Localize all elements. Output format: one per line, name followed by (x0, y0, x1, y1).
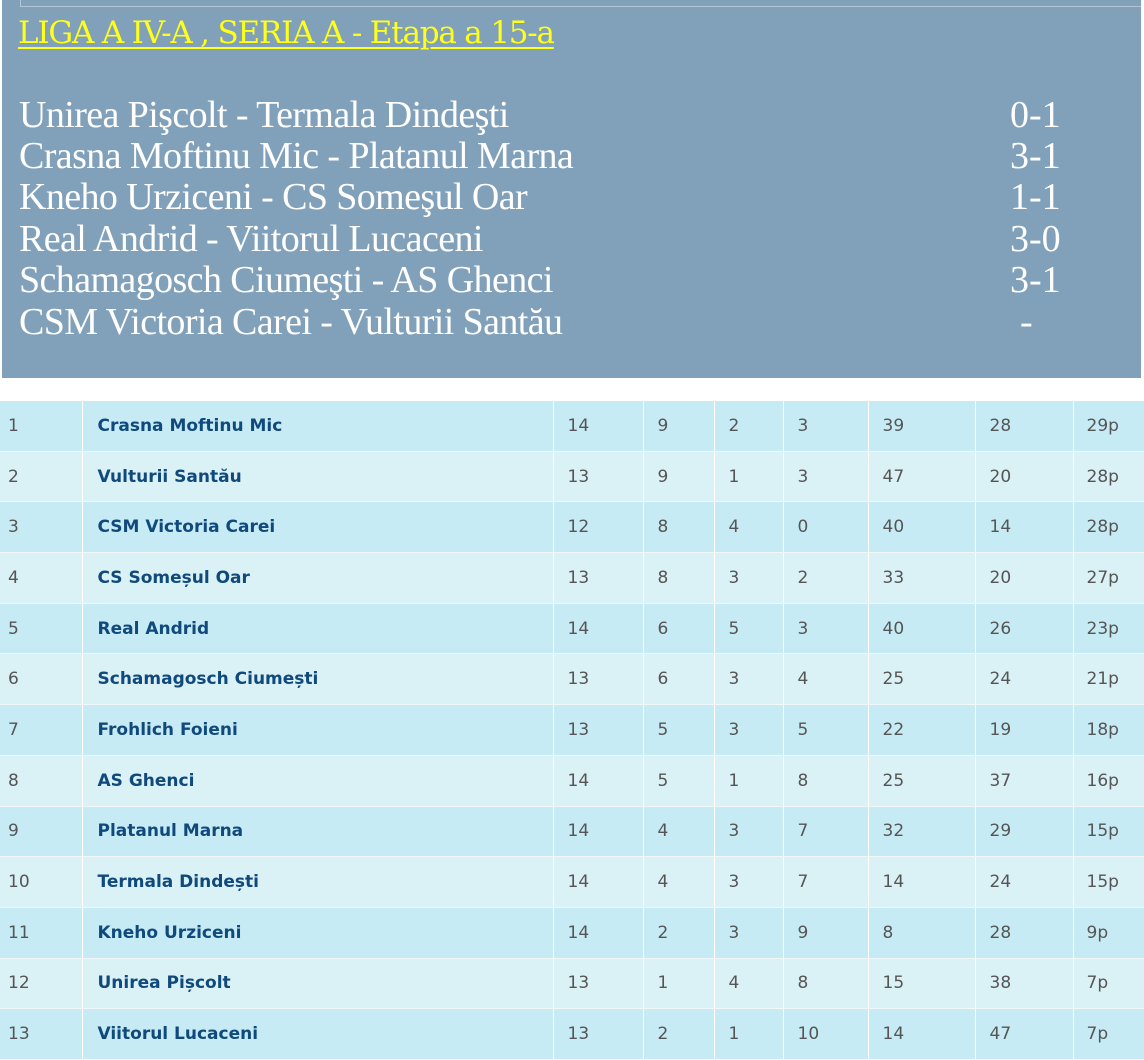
table-row (0, 603, 1144, 654)
won-cell: 5 (643, 755, 714, 806)
match-teams: Crasna Moftinu Mic - Platanul Marna (19, 135, 574, 177)
goals-for-cell: 33 (868, 553, 975, 604)
played-cell: 13 (553, 451, 643, 502)
position-cell: 13 (0, 1009, 82, 1060)
lost-cell: 7 (783, 806, 868, 857)
round-title: LIGA A IV-A , SERIA A - Etapa a 15-a (18, 15, 554, 51)
position-cell: 11 (0, 907, 82, 958)
match-score: - (1020, 301, 1033, 343)
played-cell: 12 (553, 502, 643, 553)
drawn-cell: 2 (714, 401, 783, 451)
goals-against-cell: 24 (975, 654, 1073, 705)
won-cell: 8 (643, 553, 714, 604)
table-row (0, 451, 1144, 502)
lost-cell: 3 (783, 451, 868, 502)
won-cell: 4 (643, 857, 714, 908)
goals-for-cell: 8 (868, 907, 975, 958)
position-cell: 7 (0, 705, 82, 756)
match-row (2, 219, 1141, 260)
drawn-cell: 3 (714, 553, 783, 604)
points-cell: 18p (1073, 705, 1144, 756)
table-row (0, 806, 1144, 857)
points-cell: 9p (1073, 907, 1144, 958)
won-cell: 2 (643, 907, 714, 958)
match-row (2, 260, 1141, 301)
position-cell: 4 (0, 553, 82, 604)
goals-against-cell: 14 (975, 502, 1073, 553)
goals-against-cell: 28 (975, 401, 1073, 451)
drawn-cell: 3 (714, 705, 783, 756)
played-cell: 14 (553, 907, 643, 958)
won-cell: 2 (643, 1009, 714, 1060)
drawn-cell: 5 (714, 603, 783, 654)
position-cell: 6 (0, 654, 82, 705)
played-cell: 13 (553, 654, 643, 705)
lost-cell: 0 (783, 502, 868, 553)
team-name-cell: CS Someșul Oar (82, 553, 553, 604)
played-cell: 14 (553, 401, 643, 451)
match-teams: CSM Victoria Carei - Vulturii Santău (19, 301, 563, 343)
team-name-cell: Kneho Urziceni (82, 907, 553, 958)
played-cell: 13 (553, 1009, 643, 1060)
table-row (0, 705, 1144, 756)
goals-against-cell: 20 (975, 451, 1073, 502)
goals-against-cell: 20 (975, 553, 1073, 604)
lost-cell: 9 (783, 907, 868, 958)
goals-for-cell: 25 (868, 654, 975, 705)
team-name-cell: Schamagosch Ciumești (82, 654, 553, 705)
lost-cell: 3 (783, 603, 868, 654)
panel-border-left (20, 0, 21, 7)
points-cell: 27p (1073, 553, 1144, 604)
position-cell: 8 (0, 755, 82, 806)
team-name-cell: Termala Dindești (82, 857, 553, 908)
drawn-cell: 4 (714, 502, 783, 553)
lost-cell: 3 (783, 401, 868, 451)
match-row (2, 136, 1141, 177)
points-cell: 15p (1073, 857, 1144, 908)
table-row (0, 907, 1144, 958)
match-teams: Schamagosch Ciumeşti - AS Ghenci (19, 259, 553, 301)
table-row (0, 553, 1144, 604)
team-name-cell: AS Ghenci (82, 755, 553, 806)
table-row (0, 654, 1144, 705)
goals-against-cell: 26 (975, 603, 1073, 654)
position-cell: 1 (0, 401, 82, 451)
team-name-cell: Crasna Moftinu Mic (82, 401, 553, 451)
points-cell: 7p (1073, 1009, 1144, 1060)
drawn-cell: 4 (714, 958, 783, 1009)
lost-cell: 8 (783, 958, 868, 1009)
team-name-cell: Vulturii Santău (82, 451, 553, 502)
match-score: 0-1 (1010, 94, 1061, 136)
goals-for-cell: 14 (868, 857, 975, 908)
played-cell: 14 (553, 806, 643, 857)
drawn-cell: 1 (714, 1009, 783, 1060)
drawn-cell: 3 (714, 654, 783, 705)
position-cell: 5 (0, 603, 82, 654)
match-row (2, 95, 1141, 136)
goals-against-cell: 37 (975, 755, 1073, 806)
played-cell: 13 (553, 553, 643, 604)
lost-cell: 4 (783, 654, 868, 705)
table-row (0, 1009, 1144, 1060)
won-cell: 9 (643, 451, 714, 502)
played-cell: 14 (553, 857, 643, 908)
played-cell: 14 (553, 603, 643, 654)
match-teams: Unirea Pişcolt - Termala Dindeşti (19, 94, 509, 136)
goals-for-cell: 39 (868, 401, 975, 451)
points-cell: 16p (1073, 755, 1144, 806)
goals-for-cell: 32 (868, 806, 975, 857)
position-cell: 3 (0, 502, 82, 553)
round-results-panel (2, 0, 1141, 378)
position-cell: 10 (0, 857, 82, 908)
match-row (2, 177, 1141, 218)
played-cell: 13 (553, 705, 643, 756)
won-cell: 4 (643, 806, 714, 857)
drawn-cell: 1 (714, 451, 783, 502)
won-cell: 8 (643, 502, 714, 553)
match-score: 1-1 (1010, 176, 1061, 218)
table-row (0, 857, 1144, 908)
won-cell: 6 (643, 603, 714, 654)
goals-for-cell: 40 (868, 603, 975, 654)
goals-for-cell: 22 (868, 705, 975, 756)
goals-for-cell: 25 (868, 755, 975, 806)
drawn-cell: 3 (714, 907, 783, 958)
position-cell: 12 (0, 958, 82, 1009)
won-cell: 6 (643, 654, 714, 705)
played-cell: 13 (553, 958, 643, 1009)
played-cell: 14 (553, 755, 643, 806)
won-cell: 5 (643, 705, 714, 756)
goals-against-cell: 24 (975, 857, 1073, 908)
goals-against-cell: 28 (975, 907, 1073, 958)
position-cell: 2 (0, 451, 82, 502)
points-cell: 23p (1073, 603, 1144, 654)
points-cell: 28p (1073, 451, 1144, 502)
lost-cell: 8 (783, 755, 868, 806)
table-row (0, 502, 1144, 553)
goals-for-cell: 15 (868, 958, 975, 1009)
goals-for-cell: 47 (868, 451, 975, 502)
match-teams: Real Andrid - Viitorul Lucaceni (19, 218, 483, 260)
panel-border-top (20, 6, 1141, 7)
goals-against-cell: 38 (975, 958, 1073, 1009)
lost-cell: 10 (783, 1009, 868, 1060)
match-score: 3-0 (1010, 218, 1061, 260)
points-cell: 29p (1073, 401, 1144, 451)
team-name-cell: Platanul Marna (82, 806, 553, 857)
drawn-cell: 3 (714, 857, 783, 908)
match-teams: Kneho Urziceni - CS Someşul Oar (19, 176, 528, 218)
points-cell: 21p (1073, 654, 1144, 705)
points-cell: 7p (1073, 958, 1144, 1009)
team-name-cell: Viitorul Lucaceni (82, 1009, 553, 1060)
table-row (0, 755, 1144, 806)
goals-against-cell: 19 (975, 705, 1073, 756)
match-row (2, 302, 1141, 343)
drawn-cell: 3 (714, 806, 783, 857)
team-name-cell: Real Andrid (82, 603, 553, 654)
goals-for-cell: 40 (868, 502, 975, 553)
points-cell: 28p (1073, 502, 1144, 553)
standings-body (0, 401, 1144, 1059)
goals-against-cell: 29 (975, 806, 1073, 857)
won-cell: 1 (643, 958, 714, 1009)
won-cell: 9 (643, 401, 714, 451)
table-row (0, 401, 1144, 451)
goals-against-cell: 47 (975, 1009, 1073, 1060)
match-score: 3-1 (1010, 135, 1061, 177)
table-row (0, 958, 1144, 1009)
drawn-cell: 1 (714, 755, 783, 806)
standings-table (0, 401, 1144, 1060)
points-cell: 15p (1073, 806, 1144, 857)
goals-for-cell: 14 (868, 1009, 975, 1060)
team-name-cell: CSM Victoria Carei (82, 502, 553, 553)
lost-cell: 5 (783, 705, 868, 756)
team-name-cell: Frohlich Foieni (82, 705, 553, 756)
lost-cell: 7 (783, 857, 868, 908)
team-name-cell: Unirea Pișcolt (82, 958, 553, 1009)
lost-cell: 2 (783, 553, 868, 604)
match-score: 3-1 (1010, 259, 1061, 301)
position-cell: 9 (0, 806, 82, 857)
